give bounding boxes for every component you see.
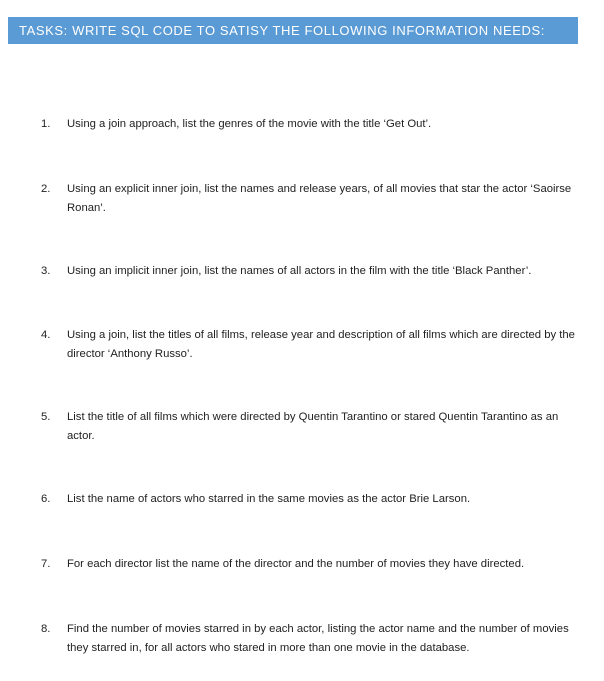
page-title: TASKS: WRITE SQL CODE TO SATISY THE FOLLOWING INFORMATION NEEDS:	[19, 23, 545, 38]
task-text: For each director list the name of the director and the number of movies they have directed.	[67, 558, 525, 570]
task-item-7	[41, 555, 581, 574]
task-item-8	[41, 620, 581, 658]
task-number: 6.	[41, 493, 51, 505]
task-text: List the title of all films which were directed by Quentin Tarantino or stared Quentin Tarantino as an actor.	[67, 411, 559, 442]
task-number: 2.	[41, 183, 51, 195]
task-number: 3.	[41, 265, 51, 277]
task-text: Using a join approach, list the genres of the movie with the title ‘Get Out’.	[67, 118, 432, 130]
task-text: Using a join, list the titles of all films, release year and description of all films which are directed by the director ‘Anthony Russo’.	[67, 329, 575, 360]
task-number: 4.	[41, 329, 51, 341]
task-item-4	[41, 326, 581, 364]
task-item-1	[41, 115, 581, 134]
task-item-5	[41, 408, 581, 446]
task-number: 5.	[41, 411, 51, 423]
task-text: Find the number of movies starred in by each actor, listing the actor name and the number of movies they starred in, for all actors who stared in more than one movie in the database.	[67, 623, 569, 654]
task-text: Using an implicit inner join, list the names of all actors in the film with the title ‘Black Panther’.	[67, 265, 532, 277]
task-text: List the name of actors who starred in the same movies as the actor Brie Larson.	[67, 493, 471, 505]
tasks-header-bar	[8, 17, 578, 44]
task-text: Using an explicit inner join, list the names and release years, of all movies that star the actor ‘Saoirse Ronan’.	[67, 183, 572, 214]
task-number: 7.	[41, 558, 51, 570]
task-item-3	[41, 262, 581, 281]
task-item-2	[41, 180, 581, 218]
task-number: 1.	[41, 118, 51, 130]
task-item-6	[41, 490, 581, 509]
task-number: 8.	[41, 623, 51, 635]
